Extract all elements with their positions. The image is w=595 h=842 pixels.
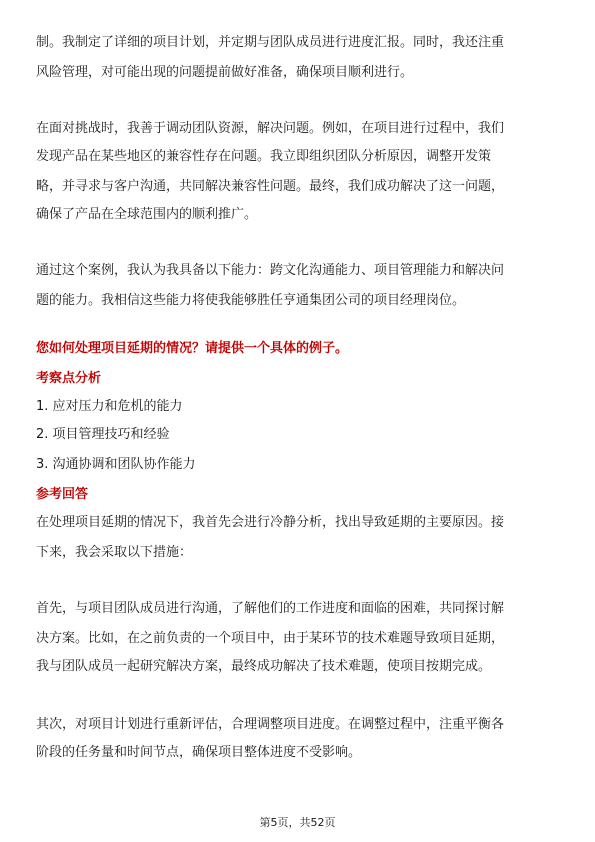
paragraph-line: 确保了产品在全球范围内的顺利推广。 xyxy=(36,207,258,222)
paragraph-line: 其次，对项目计划进行重新评估，合理调整项目进度。在调整过程中，注重平衡各 xyxy=(36,717,505,732)
paragraph-line: 阶段的任务量和时间节点，确保项目整体进度不受影响。 xyxy=(36,745,362,760)
analysis-item: 3. 沟通协调和团队协作能力 xyxy=(36,457,196,472)
paragraph-line: 制。我制定了详细的项目计划，并定期与团队成员进行进度汇报。同时，我还注重 xyxy=(36,35,505,50)
analysis-item: 1. 应对压力和危机的能力 xyxy=(36,399,183,414)
page-number: 第5页，共52页 xyxy=(259,816,336,829)
answer-heading: 参考回答 xyxy=(36,487,89,502)
analysis-heading: 考察点分析 xyxy=(36,371,102,386)
paragraph-line: 略，并寻求与客户沟通，共同解决兼容性问题。最终，我们成功解决了这一问题， xyxy=(36,179,505,194)
paragraph-line: 首先，与项目团队成员进行沟通，了解他们的工作进度和面临的困难，共同探讨解 xyxy=(36,601,505,616)
paragraph-line: 发现产品在某些地区的兼容性存在问题。我立即组织团队分析原因，调整开发策 xyxy=(36,149,492,164)
paragraph-line: 在处理项目延期的情况下，我首先会进行冷静分析，找出导致延期的主要原因。接 xyxy=(36,515,505,530)
paragraph-line: 下来，我会采取以下措施： xyxy=(36,545,193,560)
paragraph-line: 在面对挑战时，我善于调动团队资源，解决问题。例如，在项目进行过程中，我们 xyxy=(36,121,505,136)
paragraph-line: 题的能力。我相信这些能力将使我能够胜任亨通集团公司的项目经理岗位。 xyxy=(36,293,466,308)
question-heading: 您如何处理项目延期的情况？请提供一个具体的例子。 xyxy=(36,341,349,356)
paragraph-line: 通过这个案例，我认为我具备以下能力：跨文化沟通能力、项目管理能力和解决问 xyxy=(36,263,505,278)
analysis-item: 2. 项目管理技巧和经验 xyxy=(36,427,170,442)
paragraph-line: 我与团队成员一起研究解决方案，最终成功解决了技术难题，使项目按期完成。 xyxy=(36,659,492,674)
paragraph-line: 风险管理，对可能出现的问题提前做好准备，确保项目顺利进行。 xyxy=(36,65,414,80)
paragraph-line: 决方案。比如，在之前负责的一个项目中，由于某环节的技术难题导致项目延期， xyxy=(36,631,505,646)
